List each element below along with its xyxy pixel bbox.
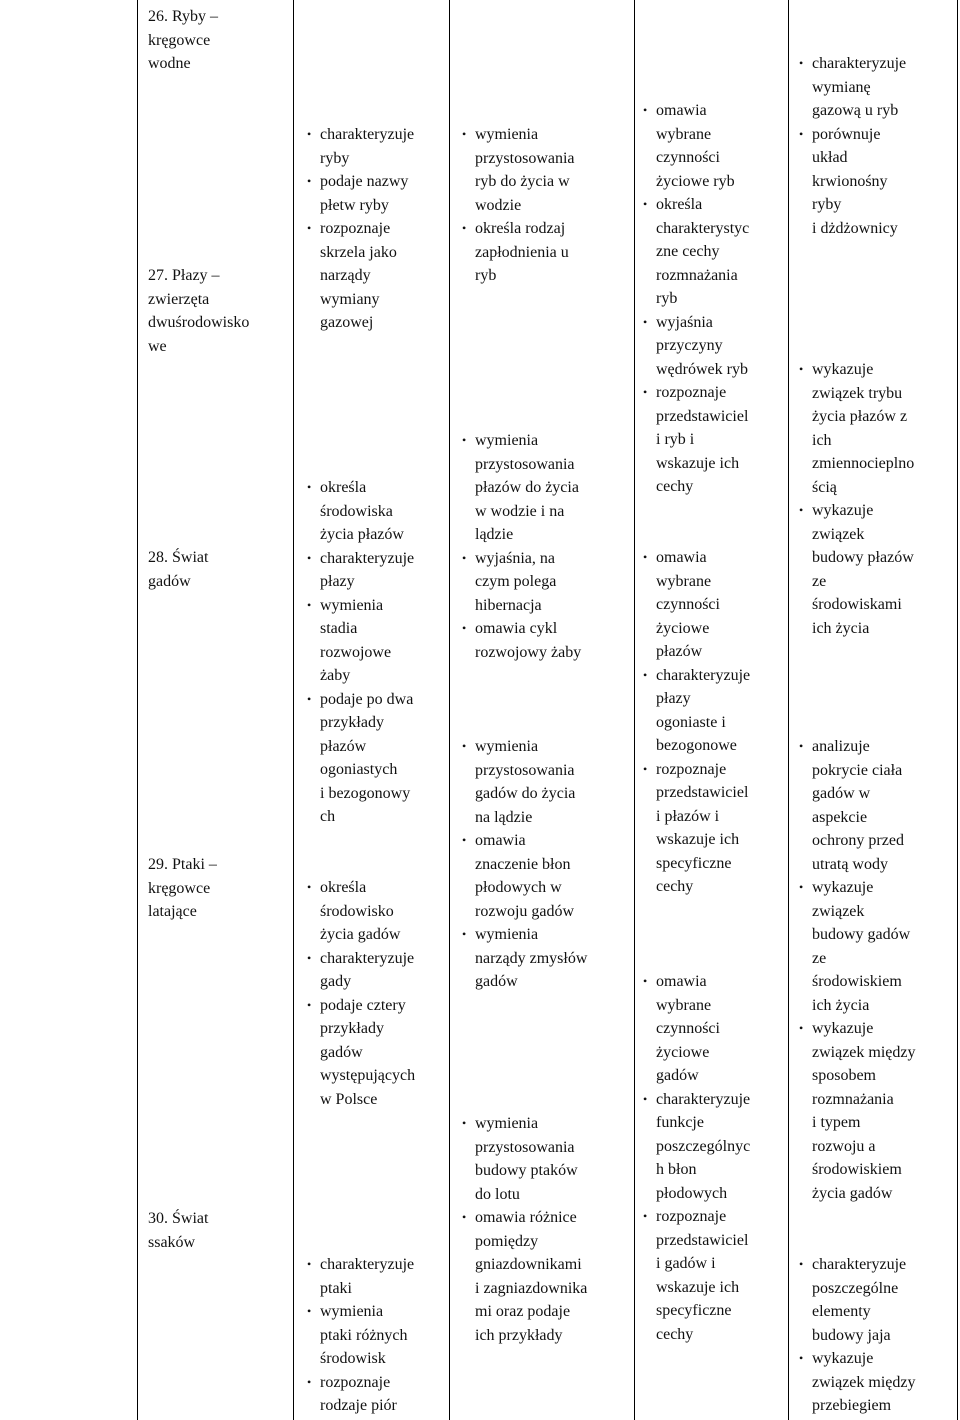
table-divider xyxy=(634,0,635,1420)
table-divider xyxy=(788,0,789,1420)
list-item: • wyjaśnia, na czym polega hibernacja xyxy=(475,547,581,618)
list-item: • rozpoznaje skrzela jako narządy wymiany gazowej xyxy=(320,217,414,335)
table-divider xyxy=(293,0,294,1420)
list-item: • omawia różnice pomiędzy gniazdownikami i zagniazdownika mi oraz podaje ich przykłady xyxy=(475,1206,587,1347)
topic-title: 30. Świat ssaków xyxy=(148,1210,209,1251)
bullet-icon: • xyxy=(643,974,648,988)
list-item: • rozpoznaje przedstawiciel i ryb i wskazuje ich cechy xyxy=(656,381,749,499)
list-item: • omawia cykl rozwojowy żaby xyxy=(475,617,581,664)
list-item: • analizuje pokrycie ciała gadów w aspekcie ochrony przed utratą wody xyxy=(812,735,916,876)
list-item: • charakteryzuje wymianę gazową u ryb xyxy=(812,52,906,123)
list-item: • wymienia stadia rozwojowe żaby xyxy=(320,594,414,688)
bullet-icon: • xyxy=(307,1257,312,1271)
bullet-icon: • xyxy=(307,997,312,1012)
bullet-icon: • xyxy=(462,221,467,235)
bullet-icon: • xyxy=(643,385,648,399)
bullet-icon: • xyxy=(799,1351,804,1365)
requirements-list xyxy=(462,1112,588,1347)
list-item: • podaje cztery przykłady gadów występujących w Polsce xyxy=(320,994,415,1112)
list-item: • charakteryzuje ryby xyxy=(320,123,414,170)
topic-title: 28. Świat gadów xyxy=(148,549,209,590)
bullet-icon: • xyxy=(643,761,648,776)
requirements-list xyxy=(307,476,415,829)
bullet-icon: • xyxy=(462,739,467,753)
bullet-icon: • xyxy=(307,127,312,141)
list-item: • charakteryzuje ptaki xyxy=(320,1253,414,1300)
list-item: • określa środowiska życia płazów xyxy=(320,476,414,547)
topic-title: 26. Ryby – kręgowce wodne xyxy=(148,8,219,72)
bullet-icon: • xyxy=(799,739,804,753)
list-item: • wymienia przystosowania budowy ptaków do lotu xyxy=(475,1112,587,1206)
bullet-icon: • xyxy=(799,56,804,70)
bullet-icon: • xyxy=(462,433,467,447)
bullet-icon: • xyxy=(307,691,312,706)
list-item: • wyjaśnia przyczyny wędrówek ryb xyxy=(656,311,749,382)
bullet-icon: • xyxy=(462,1116,467,1130)
bullet-icon: • xyxy=(643,1091,648,1106)
bullet-icon: • xyxy=(307,597,312,612)
table-border-right xyxy=(957,0,958,1420)
list-item: • określa charakterystyc zne cechy rozmnażania ryb xyxy=(656,193,749,311)
list-item: • rozpoznaje rodzaje piór xyxy=(320,1371,414,1418)
topic-title: 29. Ptaki – kręgowce latające xyxy=(148,856,217,920)
list-item: • rozpoznaje przedstawiciel i płazów i wskazuje ich specyficzne cechy xyxy=(656,758,750,899)
list-item: • charakteryzuje gady xyxy=(320,947,415,994)
bullet-icon: • xyxy=(799,1257,804,1271)
requirements-list xyxy=(643,99,750,499)
list-item: • podaje nazwy płetw ryby xyxy=(320,170,414,217)
requirements-list xyxy=(307,1253,415,1418)
list-item: • charakteryzuje płazy ogoniaste i bezogonowe xyxy=(656,664,750,758)
requirements-list xyxy=(462,123,575,288)
bullet-icon: • xyxy=(307,221,312,235)
list-item: • porównuje układ krwionośny ryby i dżdżownicy xyxy=(812,123,906,241)
list-item: • wykazuje związek między przebiegiem xyxy=(812,1347,916,1418)
list-item: • wykazuje związek trybu życia płazów z ich zmiennocieplno ścią xyxy=(812,358,914,499)
requirements-list xyxy=(643,546,751,899)
list-item: • charakteryzuje płazy xyxy=(320,547,414,594)
bullet-icon: • xyxy=(643,667,648,682)
list-item: • wymienia przystosowania ryb do życia w wodzie xyxy=(475,123,575,217)
table-divider xyxy=(449,0,450,1420)
bullet-icon: • xyxy=(643,197,648,211)
list-item: • wykazuje związek budowy gadów ze środowiskiem ich życia xyxy=(812,876,916,1017)
bullet-icon: • xyxy=(643,314,648,329)
list-item: • wykazuje związek między sposobem rozmnażania i typem rozwoju a środowiskiem życia gadów xyxy=(812,1017,916,1205)
bullet-icon: • xyxy=(799,503,804,517)
bullet-icon: • xyxy=(307,880,312,894)
bullet-icon: • xyxy=(643,1209,648,1223)
list-item: • określa środowisko życia gadów xyxy=(320,876,415,947)
requirements-list xyxy=(307,123,415,335)
list-item: • omawia wybrane czynności życiowe ryb xyxy=(656,99,749,193)
list-item: • wymienia przystosowania gadów do życia na lądzie xyxy=(475,735,587,829)
bullet-icon: • xyxy=(643,550,648,564)
bullet-icon: • xyxy=(643,103,648,117)
bullet-icon: • xyxy=(799,362,804,376)
list-item: • omawia wybrane czynności życiowe gadów xyxy=(656,970,750,1088)
bullet-icon: • xyxy=(307,480,312,494)
bullet-icon: • xyxy=(462,833,467,847)
list-item: • rozpoznaje przedstawiciel i gadów i wskazuje ich specyficzne cechy xyxy=(656,1205,750,1346)
requirements-list xyxy=(799,735,916,1205)
table-border-left xyxy=(137,0,138,1420)
list-item: • charakteryzuje poszczególne elementy budowy jaja xyxy=(812,1253,916,1347)
list-item: • wymienia ptaki różnych środowisk xyxy=(320,1300,414,1371)
list-item: • omawia znaczenie błon płodowych w rozwoju gadów xyxy=(475,829,587,923)
list-item: • wymienia narządy zmysłów gadów xyxy=(475,923,587,994)
bullet-icon: • xyxy=(462,1210,467,1224)
list-item: • omawia wybrane czynności życiowe płazów xyxy=(656,546,750,664)
bullet-icon: • xyxy=(307,550,312,565)
requirements-list xyxy=(462,429,582,664)
topic-title: 27. Płazy – zwierzęta dwuśrodowisko we xyxy=(148,267,250,355)
requirements-list xyxy=(799,358,915,640)
bullet-icon: • xyxy=(307,1374,312,1389)
requirements-list xyxy=(799,1253,916,1418)
bullet-icon: • xyxy=(462,127,467,141)
requirements-list xyxy=(643,970,751,1346)
bullet-icon: • xyxy=(307,174,312,188)
bullet-icon: • xyxy=(799,880,804,894)
list-item: • wymienia przystosowania płazów do życia w wodzie i na lądzie xyxy=(475,429,581,547)
list-item: • podaje po dwa przykłady płazów ogoniastych i bezogonowy ch xyxy=(320,688,414,829)
bullet-icon: • xyxy=(462,550,467,565)
requirements-list xyxy=(307,876,416,1111)
bullet-icon: • xyxy=(462,927,467,941)
bullet-icon: • xyxy=(307,1304,312,1318)
bullet-icon: • xyxy=(799,126,804,141)
list-item: • określa rodzaj zapłodnienia u ryb xyxy=(475,217,575,288)
bullet-icon: • xyxy=(307,950,312,965)
requirements-list xyxy=(799,52,907,240)
bullet-icon: • xyxy=(799,1021,804,1035)
bullet-icon: • xyxy=(462,621,467,635)
list-item: • wykazuje związek budowy płazów ze środowiskami ich życia xyxy=(812,499,914,640)
list-item: • charakteryzuje funkcje poszczególnyc h błon płodowych xyxy=(656,1088,750,1206)
requirements-list xyxy=(462,735,588,994)
